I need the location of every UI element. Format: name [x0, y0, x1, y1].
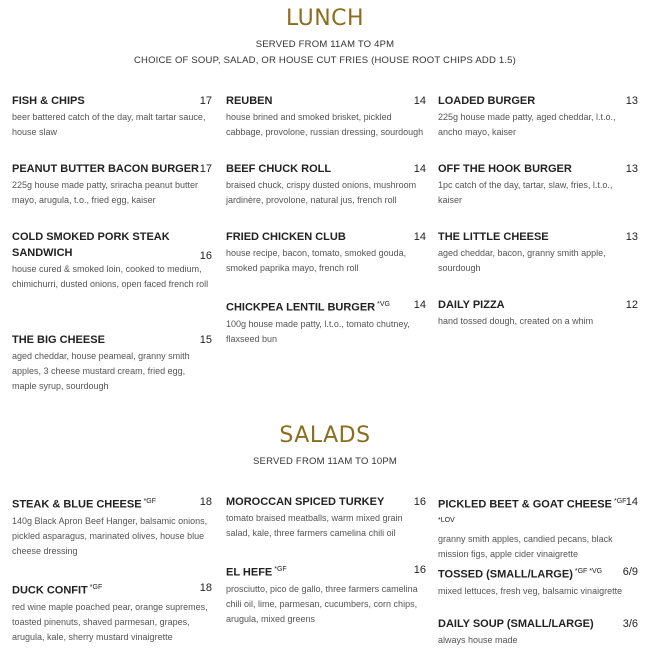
item-price: 15: [199, 334, 212, 346]
menu-item: [438, 616, 638, 648]
lunch-title: LUNCH: [285, 6, 365, 31]
item-name: EL HEFE: [226, 566, 273, 579]
item-price: 14: [413, 299, 426, 311]
item-description: 1pc catch of the day, tartar, slaw, fries, l.t.o., kaiser: [438, 180, 613, 205]
item-description: 100g house made patty, l.t.o., tomato chutney, flaxseed bun: [226, 318, 410, 344]
item-name-row: [12, 580, 212, 599]
dietary-tag: *GF: [143, 498, 157, 505]
item-price: 14: [413, 231, 426, 243]
menu-item: [438, 229, 638, 276]
item-price: 14: [413, 163, 426, 175]
menu-item: [226, 161, 426, 208]
item-name: COLD SMOKED PORK STEAK SANDWICH: [12, 231, 170, 259]
salads-title: SALADS: [279, 423, 371, 448]
item-name: PEANUT BUTTER BACON BURGER: [12, 163, 199, 175]
item-price: 18: [199, 496, 212, 508]
item-description: beer battered catch of the day, malt tartar sauce, house slaw: [12, 112, 206, 137]
item-price: 14: [413, 95, 426, 107]
item-description: aged cheddar, bacon, granny smith apple, sourdough: [438, 248, 606, 273]
item-description: house brined and smoked brisket, pickled cabbage, provolone, russian dressing, sourdough: [226, 112, 424, 137]
item-name: STEAK & BLUE CHEESE: [12, 498, 142, 511]
item-price: 16: [413, 496, 426, 508]
item-description: granny smith apples, candied pecans, black mission figs, apple cider vinaigrette: [438, 534, 613, 560]
item-name: PICKLED BEET & GOAT CHEESE: [438, 498, 612, 511]
menu-item: [12, 229, 212, 292]
menu-item: [226, 297, 426, 347]
menu-item: [12, 580, 212, 645]
menu-item: [226, 562, 426, 627]
item-name: CHICKPEA LENTIL BURGER: [226, 301, 376, 314]
item-description: 225g house made patty, sriracha peanut butter mayo, arugula, t.o., fried egg, kaiser: [12, 180, 198, 205]
item-name-row: [438, 564, 638, 583]
menu-item: [226, 229, 426, 276]
item-name: DAILY PIZZA: [438, 299, 505, 311]
menu-item: [438, 161, 638, 208]
lunch-sides-note: CHOICE OF SOUP, SALAD, OR HOUSE CUT FRIES (HOUSE ROOT CHIPS ADD 1.5): [133, 55, 517, 66]
item-name-row: [226, 297, 426, 316]
item-name: LOADED BURGER: [438, 95, 536, 107]
item-description: 140g Black Apron Beef Hanger, balsamic onions, pickled asparagus, marinated olives, house blue cheese dressing: [12, 515, 208, 556]
item-price: 14: [625, 496, 638, 508]
dietary-tag: *GF: [274, 566, 287, 573]
item-description: red wine maple poached pear, orange supremes, toasted pinenuts, shaved parmesan, grapes, arugula, kale, sherry mustard vinaigrette: [12, 601, 208, 642]
item-price: 16: [199, 250, 212, 262]
item-price: 13: [625, 95, 638, 107]
item-description: house recipe, bacon, tomato, smoked gouda, smoked paprika mayo, french roll: [226, 248, 407, 273]
item-description: 225g house made patty, aged cheddar, l.t.o., ancho mayo, kaiser: [438, 112, 616, 137]
item-name: MOROCCAN SPICED TURKEY: [226, 496, 385, 508]
item-price: 17: [199, 95, 212, 107]
menu-item: [12, 93, 212, 140]
item-description: hand tossed dough, created on a whim: [438, 316, 594, 326]
lunch-hours: SERVED FROM 11AM TO 4PM: [255, 39, 395, 50]
item-description: tomato braised meatballs, warm mixed grain salad, kale, three farmers camelina chili oil: [226, 513, 403, 538]
item-name: DAILY SOUP (SMALL/LARGE): [438, 618, 594, 630]
item-price: 6/9: [622, 566, 638, 578]
dietary-tag: *VG: [377, 301, 390, 308]
item-name: DUCK CONFIT: [12, 584, 88, 597]
item-price: 17: [199, 163, 212, 175]
menu-item: [226, 494, 426, 541]
item-description: mixed lettuces, fresh veg, balsamic vinaigrette: [438, 585, 623, 596]
item-price: 13: [625, 163, 638, 175]
item-price: 16: [413, 564, 426, 576]
menu-item: [12, 161, 212, 208]
item-name: TOSSED (SMALL/LARGE): [438, 568, 573, 581]
dietary-tag: *GF *VG: [574, 568, 603, 575]
menu-item: [438, 564, 638, 599]
menu-item: [438, 93, 638, 140]
item-name-row: [226, 562, 426, 581]
item-price: 3/6: [622, 618, 638, 630]
menu-item: [12, 332, 212, 394]
item-price: 12: [625, 299, 638, 311]
menu-item: [12, 494, 212, 559]
dietary-tag: *GF: [89, 584, 103, 591]
item-name: THE BIG CHEESE: [12, 334, 105, 346]
item-name: FRIED CHICKEN CLUB: [226, 231, 346, 243]
item-name-row: [438, 494, 638, 531]
dietary-tag: *GF *LOV: [438, 498, 627, 524]
item-name-row: [12, 494, 212, 513]
item-name: BEEF CHUCK ROLL: [226, 163, 332, 175]
item-name: FISH & CHIPS: [12, 95, 85, 107]
item-description: always house made: [438, 635, 518, 645]
item-price: 18: [199, 582, 212, 594]
item-description: aged cheddar, house peameal, granny smith apples, 3 cheese mustard cream, fried egg, maple syrup, sourdough: [12, 351, 190, 391]
item-name: OFF THE HOOK BURGER: [438, 163, 572, 175]
menu-item: [438, 494, 638, 562]
item-description: house cured & smoked loin, cooked to medium, chimichurri, dusted onions, open faced french roll: [12, 264, 209, 289]
menu-item: [438, 297, 638, 329]
item-description: prosciutto, pico de gallo, three farmers camelina chili oil, lime, parmesan, cucumbers, corn chips, arugula, mixed greens: [226, 583, 418, 624]
item-name: THE LITTLE CHEESE: [438, 231, 549, 243]
salads-hours: SERVED FROM 11AM TO 10PM: [253, 456, 397, 467]
menu-item: [226, 93, 426, 140]
item-price: 13: [625, 231, 638, 243]
item-description: braised chuck, crispy dusted onions, mushroom jardinère, provolone, natural jus, french roll: [226, 180, 417, 205]
item-name: REUBEN: [226, 95, 273, 107]
